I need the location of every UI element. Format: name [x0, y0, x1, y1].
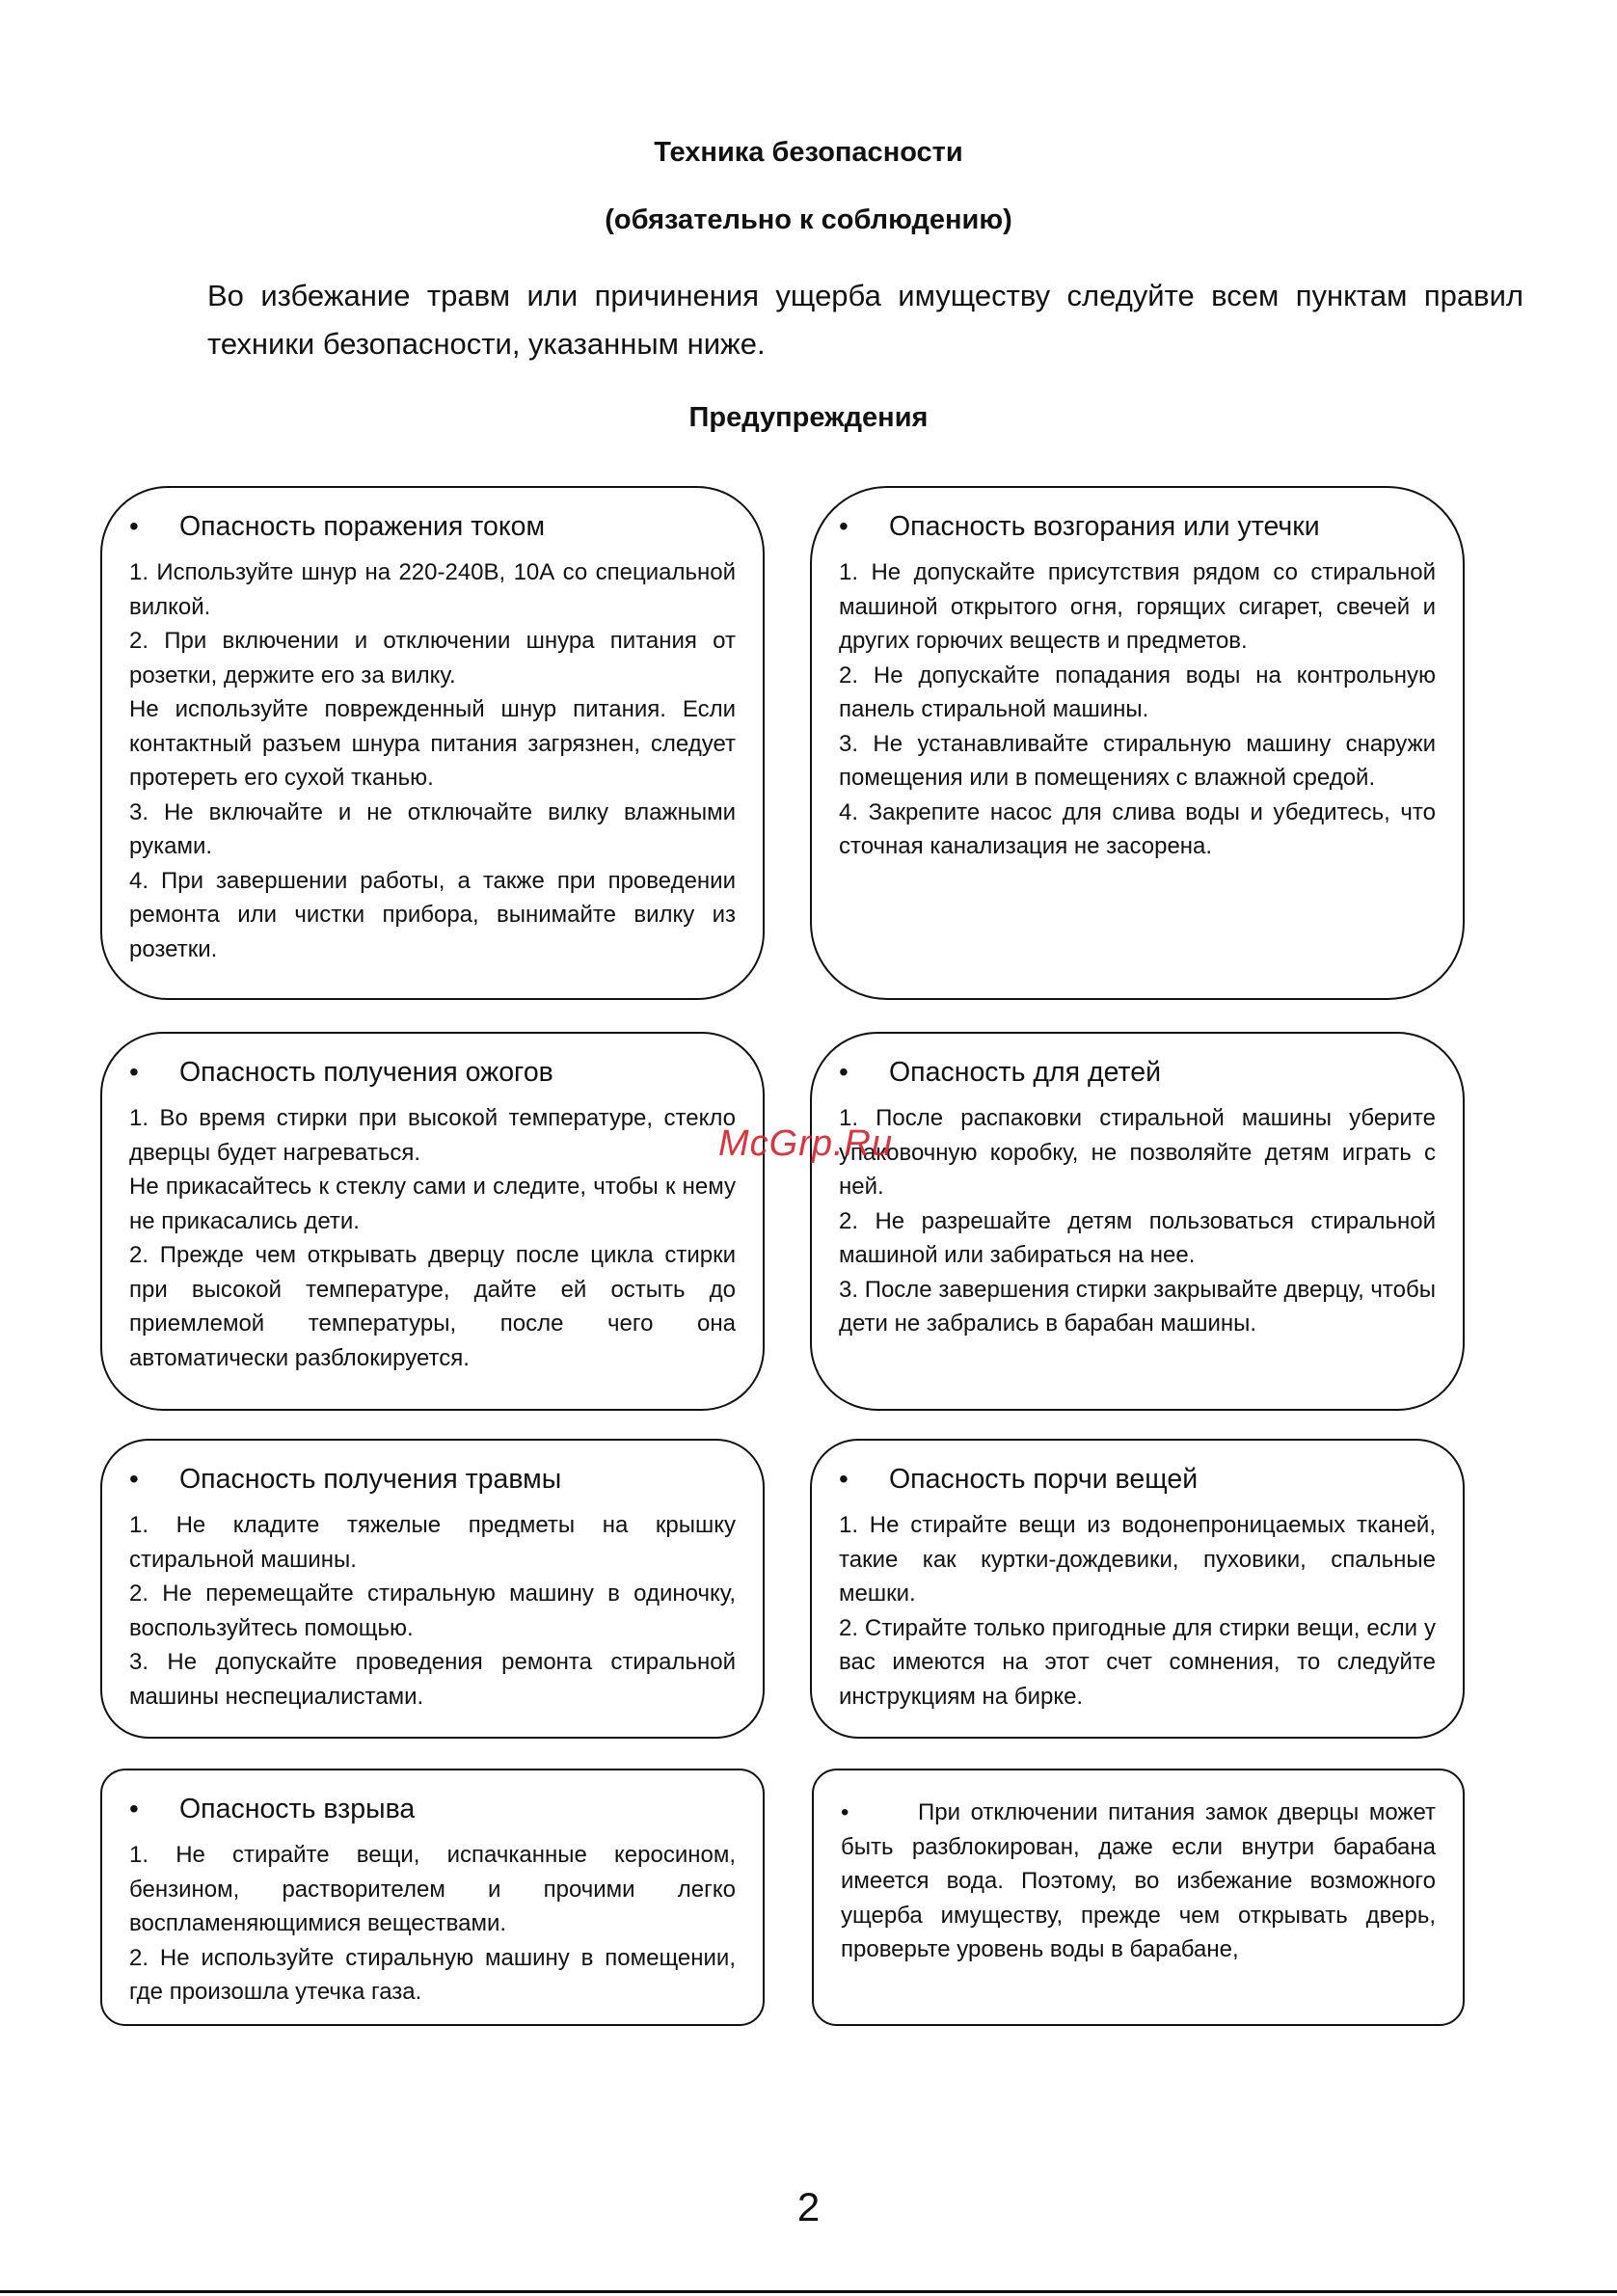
warning-box-door-lock	[812, 1769, 1465, 2026]
page-subtitle: (обязательно к соблюдению)	[605, 204, 1012, 235]
warning-line: Не используйте поврежденный шнур питания. Если контактный разъем шнура питания загрязнен, следует протереть его сухой тканью.	[129, 696, 736, 791]
warning-title-text: Опасность взрыва	[179, 1794, 416, 1824]
warning-title-text: Опасность порчи вещей	[889, 1464, 1199, 1495]
warning-box-burns	[100, 1032, 765, 1411]
warning-line-text: При отключении питания замок дверцы может быть разблокирован, даже если внутри барабана имеется вода. Поэтому, во избежание возможного ущерба имуществу, прежде чем открывать дверь, проверьте уровень воды в барабане,	[841, 1799, 1436, 1962]
warning-line: 1. Не допускайте присутствия рядом со стиральной машиной открытого огня, горящих сигарет, свечей и других горючих веществ и предметов.	[839, 559, 1436, 654]
warning-line: 3. Не включайте и не отключайте вилку влажными руками.	[129, 798, 736, 859]
bullet-icon: •	[129, 1794, 139, 1823]
warning-line: 3. После завершения стирки закрывайте дверцу, чтобы дети не забрались в барабан машины.	[839, 1276, 1436, 1337]
bullet-icon: •	[839, 1057, 849, 1087]
warning-line: Не прикасайтесь к стеклу сами и следите, чтобы к нему не прикасались дети.	[129, 1174, 736, 1234]
warning-box-electric-shock	[100, 486, 765, 1000]
warning-title	[129, 1053, 736, 1092]
footer-rule	[0, 2290, 1617, 2293]
warning-line: 1. Не стирайте вещи, испачканные керосином, бензином, растворителем и прочими легко воспламеняющимися веществами.	[129, 1842, 736, 1936]
bullet-icon: •	[841, 1799, 849, 1825]
warning-line: 3. Не устанавливайте стиральную машину снаружи помещения или в помещениях с влажной средой.	[839, 730, 1436, 791]
warning-title	[839, 1053, 1436, 1092]
warning-line: 2. Прежде чем открывать дверцу после цикла стирки при высокой температуре, дайте ей остыть до приемлемой температуры, после чего она автоматически разблокируется.	[129, 1242, 736, 1371]
warning-line: 2. Стирайте только пригодные для стирки вещи, если у вас имеются на этот счет сомнения, то следуйте инструкциям на бирке.	[839, 1614, 1436, 1710]
warning-line: 1. Во время стирки при высокой температуре, стекло дверцы будет нагреваться.	[129, 1105, 736, 1166]
intro-paragraph: Во избежание травм или причинения ущерба имуществу следуйте всем пунктам правил техники безопасности, указанным ниже.	[207, 279, 1523, 361]
warning-title	[839, 507, 1436, 546]
warning-title	[129, 1790, 736, 1828]
warning-box-explosion	[100, 1769, 765, 2026]
bullet-icon: •	[839, 511, 849, 541]
warning-line: 1. Не стирайте вещи из водонепроницаемых тканей, такие как куртки-дождевики, пуховики, спальные мешки.	[839, 1512, 1436, 1607]
warning-line: 4. При завершении работы, а также при проведении ремонта или чистки прибора, вынимайте вилку из розетки.	[129, 867, 736, 962]
warning-title-text: Опасность поражения током	[179, 511, 546, 542]
bullet-icon: •	[129, 1057, 139, 1087]
warning-line: 1. Используйте шнур на 220-240В, 10А со специальной вилкой.	[129, 559, 736, 620]
warnings-heading: Предупреждения	[688, 402, 929, 433]
warning-line: 2. При включении и отключении шнура питания от розетки, держите его за вилку.	[129, 628, 736, 689]
warning-line: 2. Не разрешайте детям пользоваться стиральной машиной или забираться на нее.	[839, 1207, 1436, 1268]
warning-line: 3. Не допускайте проведения ремонта стиральной машины неспециалистами.	[129, 1649, 736, 1710]
warning-title-text: Опасность для детей	[889, 1057, 1162, 1088]
page-title: Техника безопасности	[654, 137, 963, 168]
warning-box-items-damage	[810, 1439, 1465, 1739]
warning-box-children	[810, 1032, 1465, 1411]
warning-box-fire-leak	[810, 486, 1465, 1000]
warning-title-text: Опасность возгорания или утечки	[889, 511, 1320, 542]
watermark: McGrp.Ru	[718, 1123, 894, 1164]
warning-title	[839, 1460, 1436, 1499]
warning-title	[129, 507, 736, 546]
warning-title-text: Опасность получения травмы	[179, 1464, 562, 1495]
warning-line	[841, 1796, 1436, 1967]
warning-line: 4. Закрепите насос для слива воды и убедитесь, что сточная канализация не засорена.	[839, 798, 1436, 859]
warning-box-injury	[100, 1439, 765, 1739]
warning-line: 2. Не допускайте попадания воды на контрольную панель стиральной машины.	[839, 662, 1436, 722]
warning-line: 1. После распаковки стиральной машины уберите упаковочную коробку, не позволяйте детям играть с ней.	[839, 1105, 1436, 1200]
bullet-icon: •	[839, 1464, 849, 1494]
bullet-icon: •	[129, 1464, 139, 1494]
warning-title	[129, 1460, 736, 1499]
warning-line: 2. Не используйте стиральную машину в помещении, где произошла утечка газа.	[129, 1944, 736, 2005]
page-number: 2	[796, 2184, 821, 2229]
warning-line: 1. Не кладите тяжелые предметы на крышку стиральной машины.	[129, 1512, 736, 1573]
warning-line: 2. Не перемещайте стиральную машину в одиночку, воспользуйтесь помощью.	[129, 1580, 736, 1641]
warning-title-text: Опасность получения ожогов	[179, 1057, 553, 1088]
bullet-icon: •	[129, 511, 139, 541]
